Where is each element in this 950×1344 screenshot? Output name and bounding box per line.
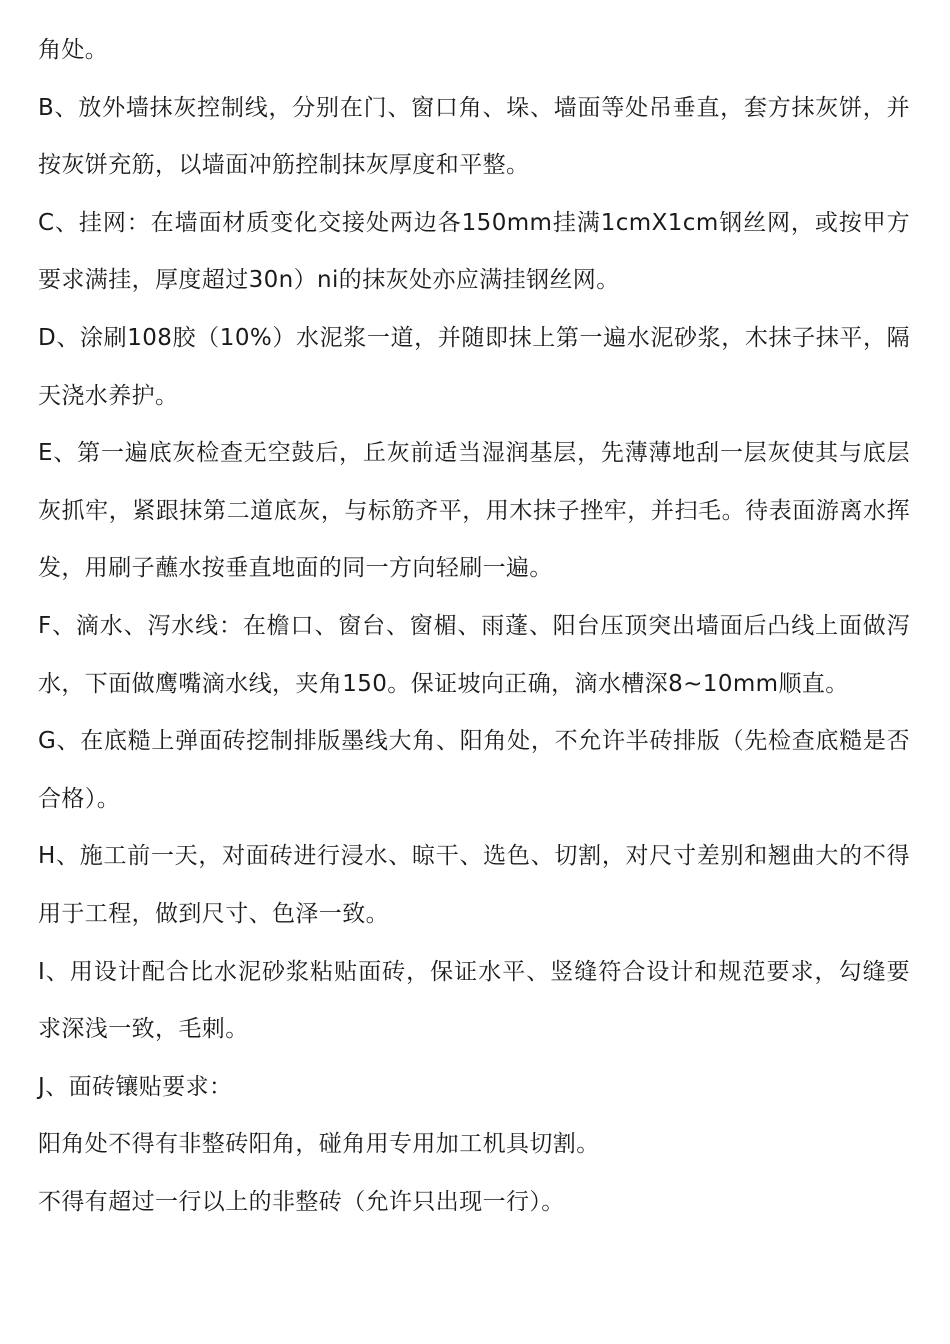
paragraph-c-wire-mesh: C、挂网：在墙面材质变化交接处两边各150mm挂满1cmX1cm钢丝网，或按甲方要求满挂，厚度超过30n）ni的抹灰处亦应满挂钢丝网。 bbox=[38, 209, 910, 294]
paragraph-corner-end: 角处。 bbox=[38, 37, 109, 63]
paragraph-e-base-coat: E、第一遍底灰检查无空鼓后，丘灰前适当湿润基层，先薄薄地刮一层灰使其与底层灰抓牢，紧跟抹第二道底灰，与标筋齐平，用木抹子挫牢，并扫毛。待表面游离水挥发，用刷子蘸水按垂直地面的同一方向轻刷一遍。 bbox=[38, 440, 910, 582]
paragraph-f-drip-line: F、滴水、泻水线：在檐口、窗台、窗楣、雨蓬、阳台压顶突出墙面后凸线上面做泻水，下面做鹰嘴滴水线，夹角150。保证坡向正确，滴水槽深8~10mm顺直。 bbox=[38, 612, 910, 697]
paragraph-d-cement-slurry: D、涂刷108胶（10%）水泥浆一道，并随即抹上第一遍水泥砂浆，木抹子抹平，隔天浇水养护。 bbox=[38, 324, 910, 409]
paragraph-i-tile-mortar: I、用设计配合比水泥砂浆粘贴面砖，保证水平、竖缝符合设计和规范要求，勾缝要求深浅一致，毛刺。 bbox=[38, 958, 910, 1043]
paragraph-external-corner: 阳角处不得有非整砖阳角，碰角用专用加工机具切割。 bbox=[38, 1131, 600, 1158]
paragraph-h-tile-preparation: H、施工前一天，对面砖进行浸水、晾干、选色、切割，对尺寸差别和翘曲大的不得用于工程，做到尺寸、色泽一致。 bbox=[38, 843, 910, 927]
paragraph-b-control-lines: B、放外墙抹灰控制线，分别在门、窗口角、垛、墙面等处吊垂直，套方抹灰饼，并按灰饼充筋，以墙面冲筋控制抹灰厚度和平整。 bbox=[38, 94, 910, 179]
paragraph-j-tile-requirements: J、面砖镶贴要求： bbox=[38, 1073, 233, 1100]
paragraph-g-tile-layout: G、在底糙上弹面砖挖制排版墨线大角、阳角处，不允许半砖排版（先检查底糙是否合格）。 bbox=[38, 728, 910, 812]
document-page bbox=[38, 22, 910, 1231]
paragraph-partial-tiles: 不得有超过一行以上的非整砖（允许只出现一行）。 bbox=[38, 1188, 565, 1215]
